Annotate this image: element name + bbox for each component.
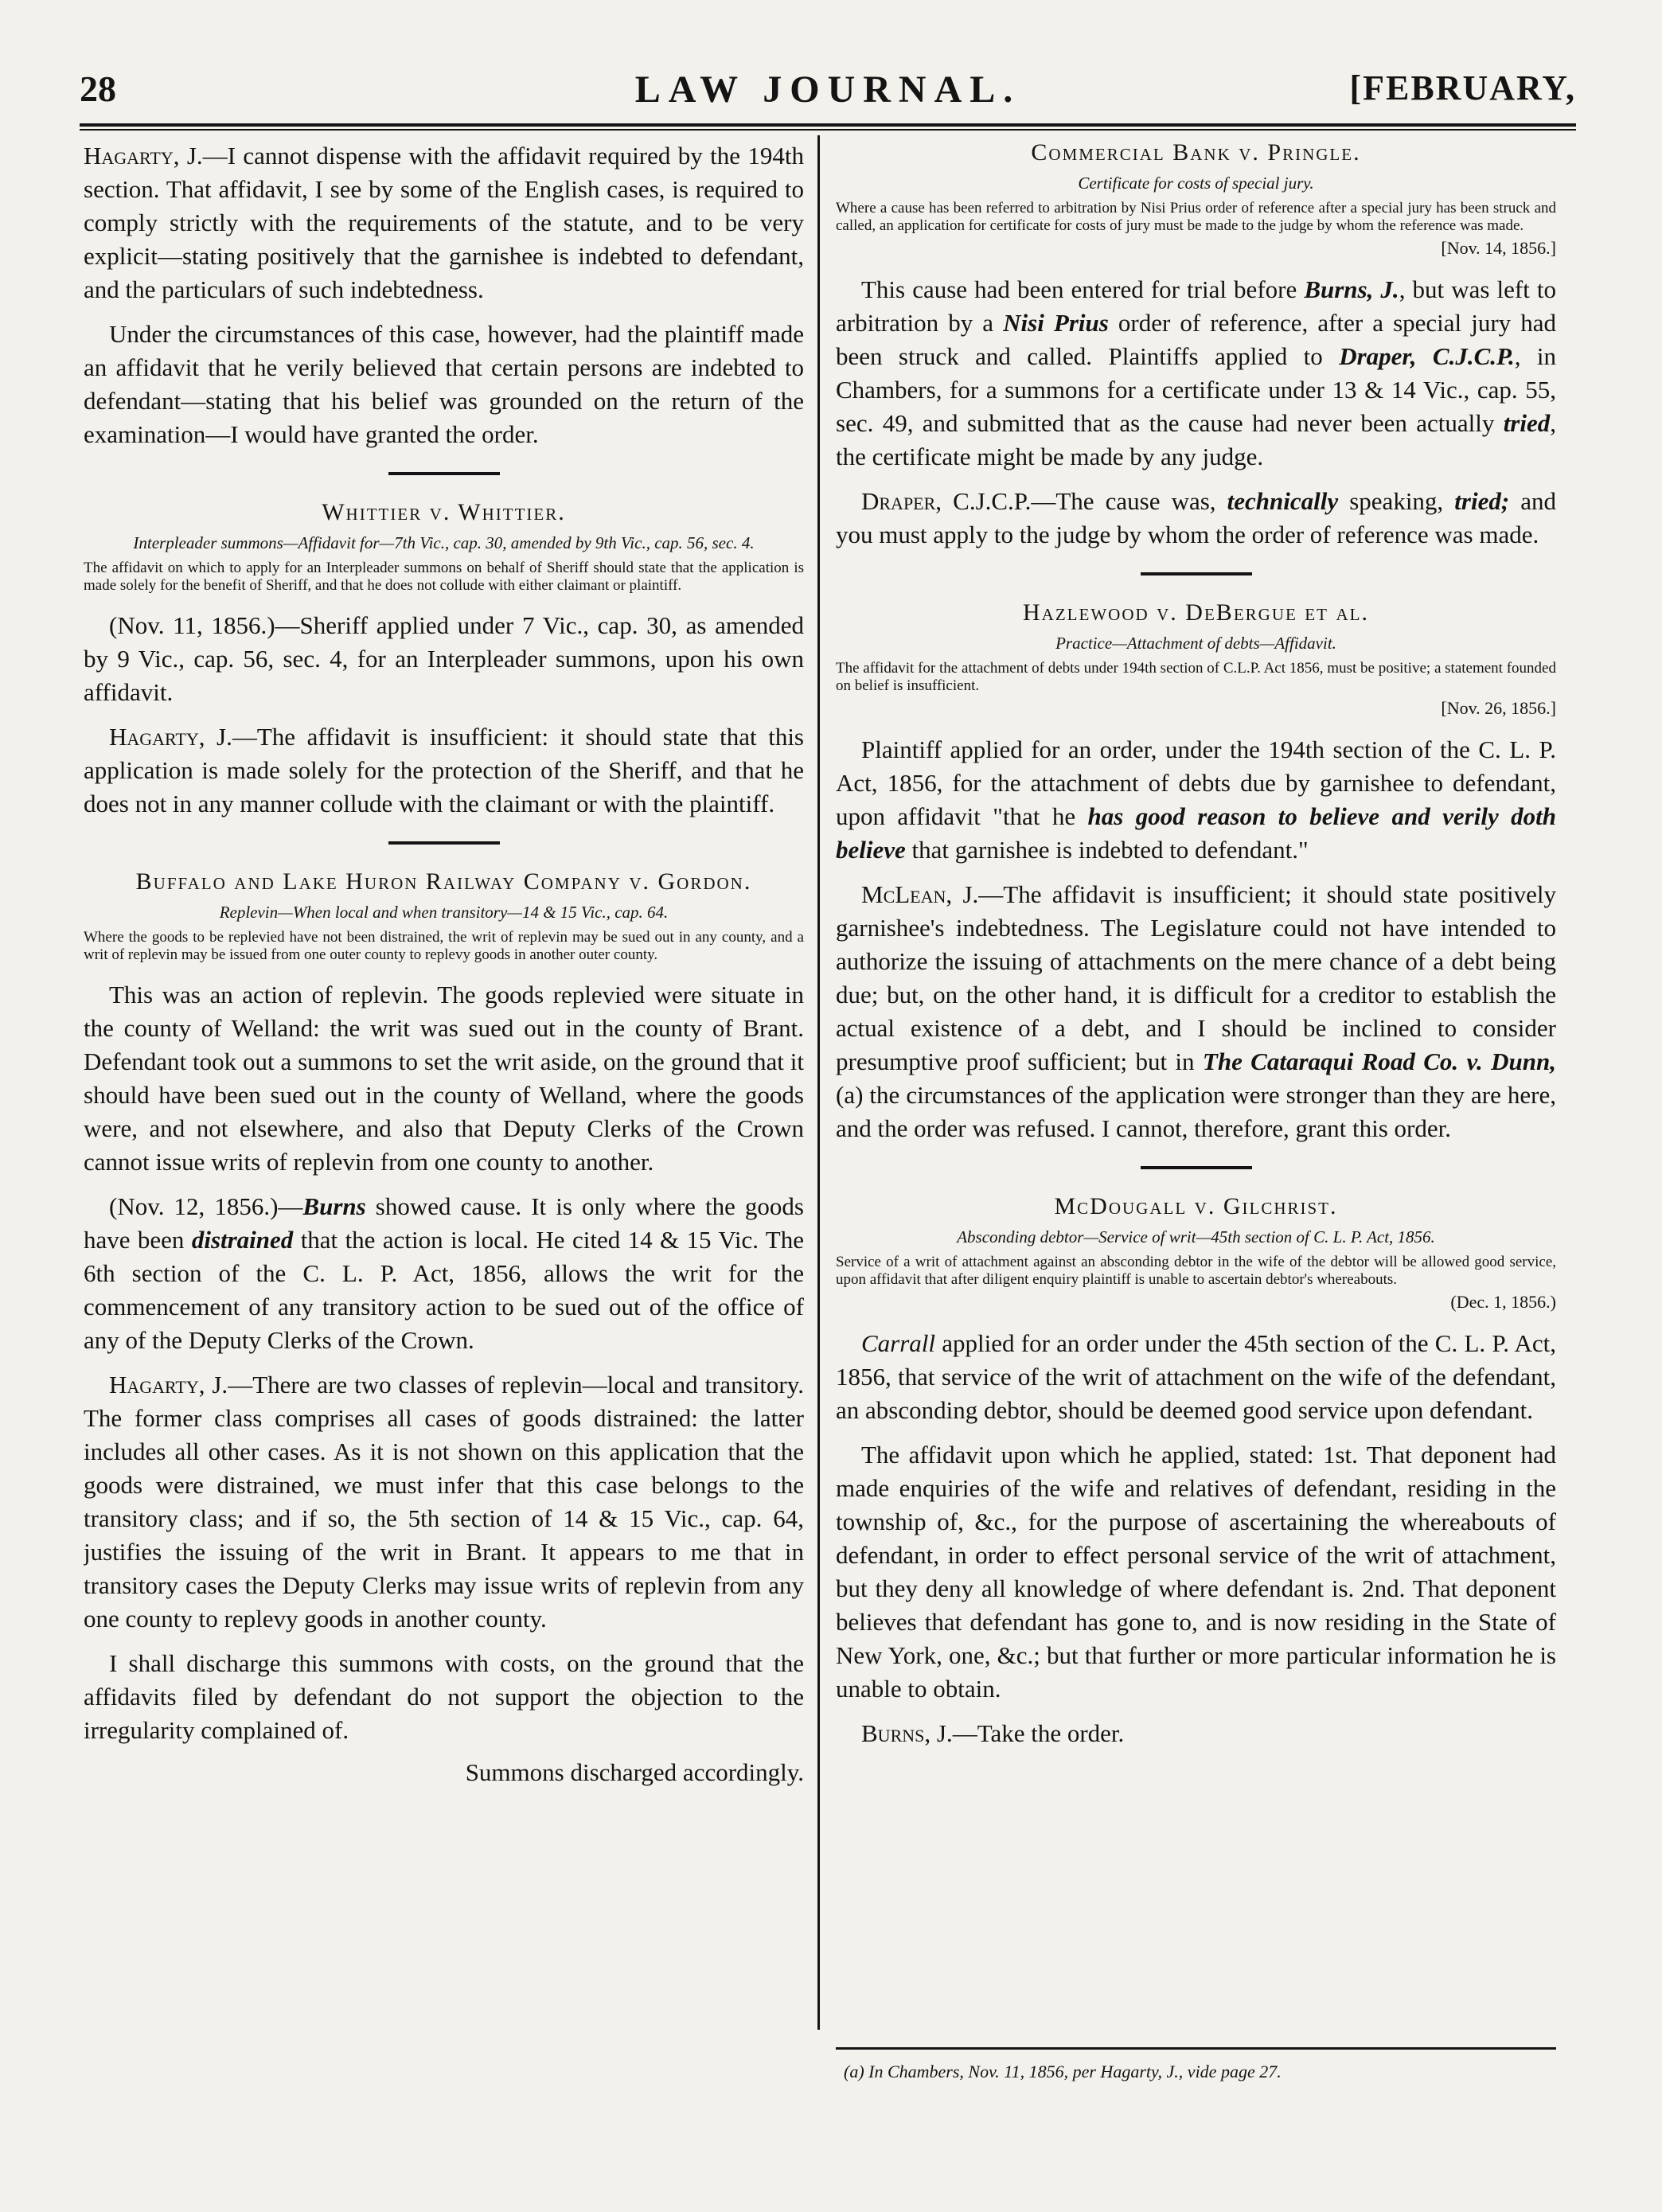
case-date: [Nov. 26, 1856.] [1441,698,1556,718]
case-subtitle: Practice—Attachment of debts—Affidavit. [1055,634,1336,653]
emphasis-word: technically [1227,487,1339,515]
paragraph-text: —The affidavit is insufficient; it should state positively garnishee's indebtedness. The Legislature could not have intended to authorize the issuing of attachments on the mere chance of a debt being due; but, on the other hand, it is difficult for a creditor to establish the actual existence of a debt, and I should be inclined to consider presumptive proof sufficient; but in [836,880,1556,1075]
paragraph-text: This cause had been entered for trial before [861,275,1305,303]
case-headnote: Where the goods to be replevied have not been distrained, the writ of replevin may be sued out in any county, and a writ of replevin may be issued from one outer county to replevy goods in another outer county. [84,929,804,963]
paragraph-text: speaking, [1338,487,1455,515]
case-title: Hazlewood v. DeBergue et al. [1023,599,1369,626]
paragraph [836,733,1556,867]
judge-name: Hagarty, J. [109,1371,228,1399]
counsel-name: Carrall [861,1329,936,1357]
judge-name: Draper, C.J.C.P. [1339,342,1515,370]
paragraph: I shall discharge this summons with costs, on the ground that the affidavits filed by defendant do not support the objection to the irregularity complained of. [84,1649,804,1744]
judge-name: Burns, J. [1304,275,1399,303]
emphasis-word: tried; [1454,487,1510,515]
judge-name: McLean, J. [861,880,979,908]
case-date: [Nov. 14, 1856.] [1441,238,1556,258]
quoted-phrase: has good reason to believe and verily doth believe [836,802,1556,864]
case-date: (Dec. 1, 1856.) [1450,1292,1556,1312]
paragraph [84,720,804,821]
paragraph [836,273,1556,474]
paragraph-text: order of reference, after a special jury had been struck and called. Plaintiffs applied to [836,309,1556,370]
counsel-name: Burns [302,1192,366,1220]
case-headnote: Where a cause has been referred to arbitration by Nisi Prius order of reference after a special jury has been struck and called, an application for certificate for costs of jury must be made to the judge by whom the reference was made. [836,200,1556,234]
paragraph-text: Plaintiff applied for an order, under the 194th section of the C. L. P. Act, 1856, for the attachment of debts due by garnishee to defendant, upon affidavit "that he [836,735,1556,830]
paragraph-text: —The affidavit is insufficient: it should state that this application is made solely for the protection of the Sheriff, and that he does not in any manner collude with the claimant or with the plaintiff. [84,723,804,817]
paragraph [84,1190,804,1357]
paragraph-text: —Take the order. [952,1719,1125,1747]
paragraph-text: and you must apply to the judge by whom the order of reference was made. [836,487,1556,548]
judge-name: Hagarty, J. [109,723,232,751]
month-label: [FEBRUARY, [1349,68,1576,107]
header-rule-thin [80,129,1576,131]
section-divider [388,841,500,845]
page-header [80,68,1576,127]
section-divider [1141,1166,1252,1169]
journal-title: LAW JOURNAL. [634,68,1021,111]
case-subtitle: Certificate for costs of special jury. [1078,174,1314,193]
section-divider [1141,572,1252,575]
section-divider [388,472,500,475]
closing-line: Summons discharged accordingly. [465,1758,804,1786]
paragraph: This was an action of replevin. The goods replevied were situate in the county of Welland: the writ was sued out in the county of Brant. Defendant took out a summons to set the writ aside, on the ground that it should have been sued out in the county of Welland, where the goods were, and not elsewhere, and also that Deputy Clerks of the Crown cannot issue writs of replevin from one county to another. [84,981,804,1176]
paragraph-text: that garnishee is indebted to defendant." [905,836,1309,864]
emphasis-word: Nisi Prius [1003,309,1109,337]
paragraph [836,485,1556,552]
paragraph-text: —There are two classes of replevin—local and transitory. The former class comprises all cases of goods distrained: the latter includes all other cases. As it is not shown on this application that the goods were distrained, we must infer that this case belongs to the transitory class; and if so, the 5th section of 14 & 15 Vic., cap. 64, justifies the issuing of the writ in Brant. It appears to me that in transitory cases the Deputy Clerks may issue writs of replevin from any one county to replevy goods in another county. [84,1371,804,1633]
paragraph-text: —I cannot dispense with the affidavit required by the 194th section. That affidavit, I see by some of the English cases, is required to comply strictly with the requirements of the statute, and to be very explicit—stating positively that the garnishee is indebted to defendant, and the particulars of such indebtedness. [84,142,804,303]
paragraph-text: applied for an order under the 45th section of the C. L. P. Act, 1856, that service of the writ of attachment on the wife of the defendant, an absconding debtor, should be deemed good service upon defendant. [836,1329,1556,1424]
paragraph-text: , in Chambers, for a summons for a certificate under 13 & 14 Vic., cap. 55, sec. 49, and submitted that as the cause had never been actually [836,342,1556,437]
case-headnote: The affidavit for the attachment of debts under 194th section of C.L.P. Act 1856, must be positive; a statement founded on belief is insufficient. [836,660,1556,694]
footnote: (a) In Chambers, Nov. 11, 1856, per Hagarty, J., vide page 27. [844,2062,1282,2081]
case-subtitle: Absconding debtor—Service of writ—45th section of C. L. P. Act, 1856. [957,1227,1435,1246]
judge-name: Burns, J. [861,1719,953,1747]
header-rule-thick [80,123,1576,127]
paragraph: (Nov. 11, 1856.)—Sheriff applied under 7 Vic., cap. 30, as amended by 9 Vic., cap. 56, sec. 4, for an Interpleader summons, upon his own affidavit. [84,611,804,706]
case-title: Whittier v. Whittier. [322,499,566,525]
page-number: 28 [80,68,116,109]
paragraph: Under the circumstances of this case, however, had the plaintiff made an affidavit that he verily believed that certain persons are indebted to defendant—stating that his belief was grounded on the return of the examination—I would have granted the order. [84,320,804,448]
paragraph-text: , the certificate might be made by any judge. [836,409,1556,470]
footnote-rule [836,2047,1556,2050]
judge-name: Draper, C.J.C.P. [861,487,1032,515]
left-column [84,139,804,2046]
paragraph-text: , but was left to arbitration by a [836,275,1556,337]
paragraph-text: (Nov. 12, 1856.)— [109,1192,303,1220]
paragraph-text: showed cause. It is only where the goods have been [84,1192,804,1254]
emphasis-word: distrained [191,1226,294,1254]
case-headnote: Service of a writ of attachment against an absconding debtor in the wife of the debtor will be allowed good service, upon affidavit that after diligent enquiry plaintiff is unable to ascertain debtor's whereabouts. [836,1254,1556,1288]
paragraph: The affidavit upon which he applied, stated: 1st. That deponent had made enquiries of the wife and relatives of defendant, residing in the township of, &c., for the purpose of ascertaining the whereabouts of defendant, in order to effect personal service of the writ of attachment, but they deny all knowledge of where defendant is. 2nd. That deponent believes that defendant has gone to, and is now residing in the State of New York, one, &c.; but that further or more particular information he is unable to obtain. [836,1441,1556,1703]
case-title: Buffalo and Lake Huron Railway Company v. Gordon. [135,868,752,895]
case-title: McDougall v. Gilchrist. [1054,1193,1338,1219]
paragraph-text: that the action is local. He cited 14 & 15 Vic. The 6th section of the C. L. P. Act, 1856, allows the writ for the commencement of any transitory action to be sued out of the office of any of the Deputy Clerks of the Crown. [84,1226,804,1354]
column-divider [817,135,820,2030]
paragraph [836,1327,1556,1427]
case-title: Commercial Bank v. Pringle. [1031,139,1361,166]
emphasis-word: tried [1503,409,1551,437]
paragraph [836,878,1556,1145]
cited-case: The Cataraqui Road Co. v. Dunn, [1202,1047,1556,1075]
case-headnote: The affidavit on which to apply for an Interpleader summons on behalf of Sheriff should state that the application is made solely for the benefit of Sheriff, and that he does not collude with either claimant or plaintiff. [84,560,804,594]
paragraph [836,1717,1556,1750]
paragraph [84,139,804,306]
paragraph [84,1368,804,1636]
case-subtitle: Replevin—When local and when transitory—14 & 15 Vic., cap. 64. [219,903,669,922]
case-subtitle: Interpleader summons—Affidavit for—7th Vic., cap. 30, amended by 9th Vic., cap. 56, sec. 4. [133,533,755,552]
judge-name: Hagarty, J. [84,142,203,170]
paragraph-text: —The cause was, [1031,487,1227,515]
right-column [836,139,1556,2046]
paragraph-text: (a) the circumstances of the application were stronger than they are here, and the order was refused. I cannot, therefore, grant this order. [836,1081,1556,1142]
